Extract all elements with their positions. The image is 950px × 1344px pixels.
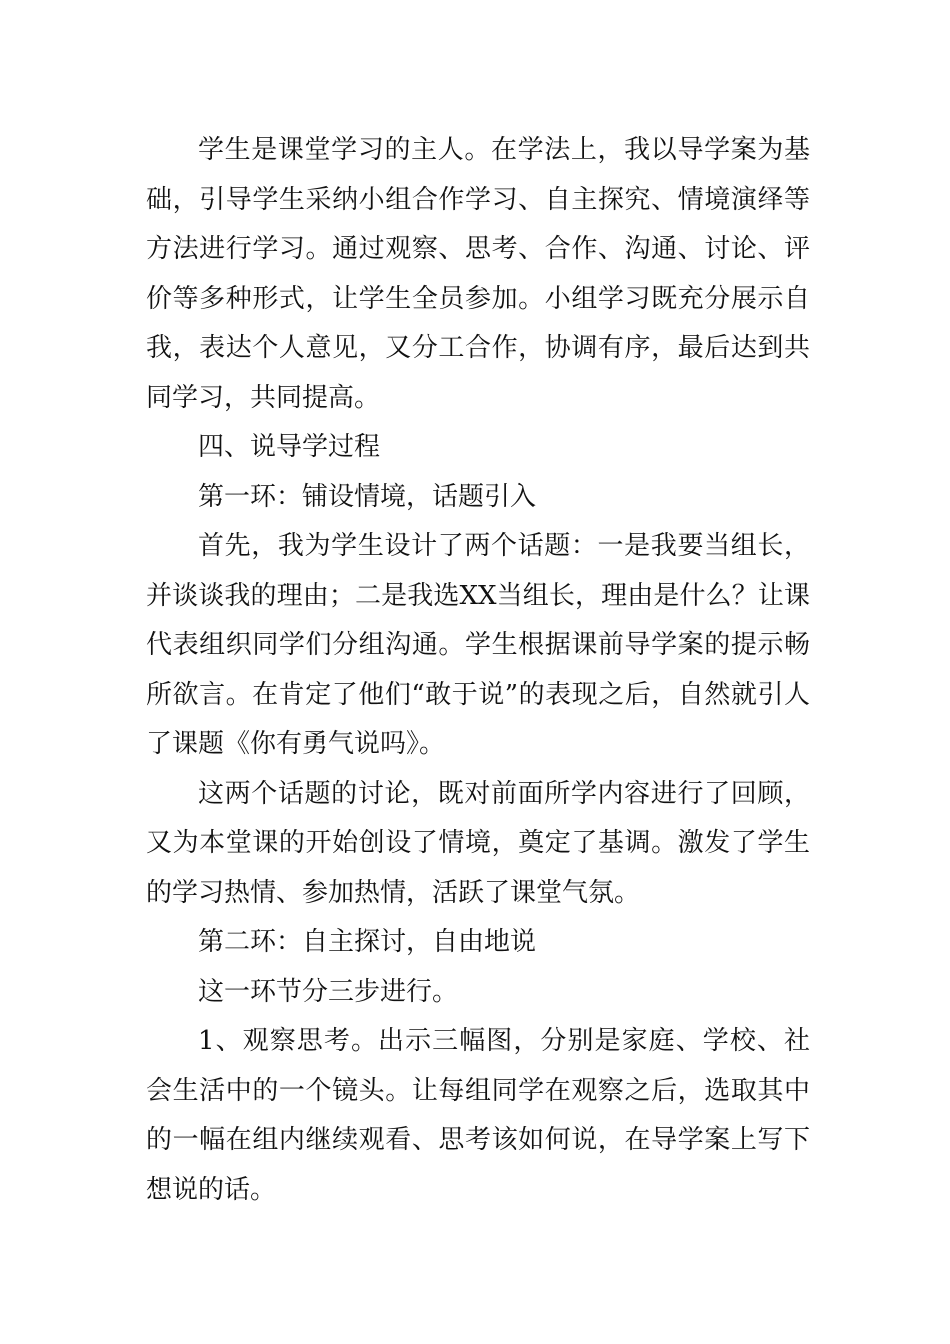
subheading-step-two: 第二环：自主探讨，自由地说 xyxy=(198,927,537,957)
subheading-step-one: 第一环：铺设情境，话题引入 xyxy=(198,481,537,512)
paragraph-learning-method: 学生是课堂学习的主人。在学法上，我以导学案为基础，引导学生采纳小组合作学习、自主探究、情境演绎等方法进行学习。通过观察、思考、合作、沟通、讨论、评价等多种形式，让学生全员参加。小组学习既充分展示自我，表达个人意见，又分工合作，协调有序，最后达到共同学习，共同提高。 xyxy=(146,135,810,413)
document-body xyxy=(146,126,810,1215)
section-heading-teaching-process: 四、说导学过程 xyxy=(198,432,381,462)
paragraph-topic-intro: 首先，我为学生设计了两个话题：一是我要当组长，并谈谈我的理由；二是我选XX当组长，理由是什么？让课代表组织同学们分组沟通。学生根据课前导学案的提示畅所欲言。在肯定了他们“敢于说”的表现之后，自然就引人了课题《你有勇气说吗》。 xyxy=(146,531,810,759)
paragraph-observe-think: 1、观察思考。出示三幅图，分别是家庭、学校、社会生活中的一个镜头。让每组同学在观察之后，选取其中的一幅在组内继续观看、思考该如何说，在导学案上写下想说的话。 xyxy=(146,1026,810,1205)
paragraph-topic-discussion: 这两个话题的讨论，既对前面所学内容进行了回顾，又为本堂课的开始创设了情境，奠定了基调。激发了学生的学习热情、参加热情，活跃了课堂气氛。 xyxy=(146,778,810,908)
paragraph-three-steps: 这一环节分三步进行。 xyxy=(198,976,459,1007)
